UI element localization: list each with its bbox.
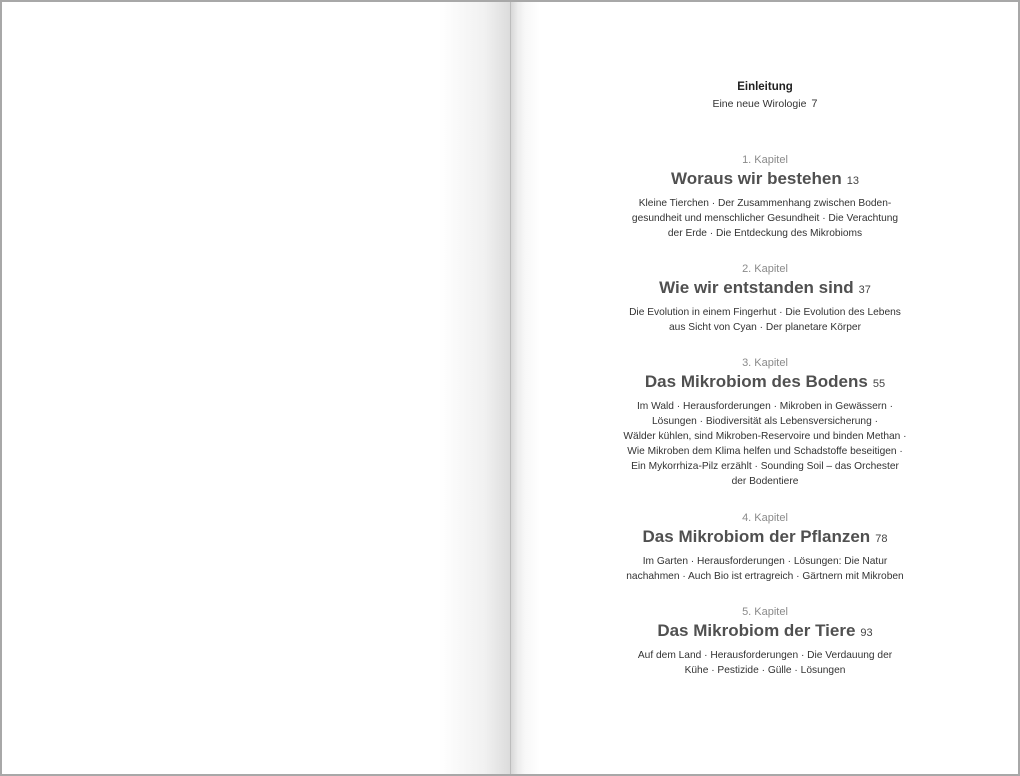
chapter-5: [598, 605, 932, 678]
description-line: Wie Mikroben dem Klima helfen und Schadstoffe beseitigen ·: [627, 446, 903, 457]
chapter-description: [598, 648, 932, 678]
chapter-title-line: [598, 168, 932, 192]
chapter-title: Das Mikrobiom des Bodens: [644, 372, 868, 391]
chapter-title-line: [598, 371, 932, 395]
chapter-description: [598, 399, 932, 489]
introduction-entry-title: Eine neue Wirologie: [712, 98, 807, 110]
description-line: Die Evolution in einem Fingerhut · Die Evolution des Lebens: [629, 307, 901, 318]
description-line: Wälder kühlen, sind Mikroben-Reservoire und binden Methan ·: [623, 431, 907, 442]
chapter-title: Das Mikrobiom der Pflanzen: [642, 527, 871, 546]
description-line: nachahmen · Auch Bio ist ertragreich · Gärtnern mit Mikroben: [626, 571, 904, 582]
description-line: Auf dem Land · Herausforderungen · Die Verdauung der: [637, 650, 893, 661]
chapter-description: [598, 554, 932, 584]
right-page: [510, 2, 1018, 774]
introduction-heading: Einleitung: [737, 81, 793, 93]
chapter-label: 2. Kapitel: [742, 263, 788, 275]
chapter-label: 4. Kapitel: [742, 512, 788, 524]
chapter-page-number: 78: [875, 533, 888, 545]
chapter-title-line: [598, 620, 932, 644]
chapter-description: [598, 305, 932, 335]
chapter-label: 5. Kapitel: [742, 606, 788, 618]
description-line: der Erde · Die Entdeckung des Mikrobioms: [667, 228, 863, 239]
chapter-label: 3. Kapitel: [742, 357, 788, 369]
description-line: Lösungen · Biodiversität als Lebensversicherung ·: [652, 416, 878, 427]
introduction-page-number: 7: [811, 98, 818, 110]
chapter-title: Woraus wir bestehen: [671, 169, 842, 188]
chapter-3: [598, 356, 932, 489]
description-line: Im Wald · Herausforderungen · Mikroben in Gewässern ·: [636, 401, 894, 412]
description-line: Kleine Tierchen · Der Zusammenhang zwischen Boden-: [638, 198, 892, 209]
chapter-title: Das Mikrobiom der Tiere: [657, 621, 856, 640]
gutter-line: [510, 2, 511, 774]
description-line: Kühe · Pestizide · Gülle · Lösungen: [684, 665, 846, 676]
chapter-description: [598, 196, 932, 241]
chapter-2: [598, 262, 932, 335]
chapter-1: [598, 153, 932, 241]
description-line: Ein Mykorrhiza-Pilz erzählt · Sounding Soil – das Orchester: [631, 461, 899, 472]
chapter-4: [598, 511, 932, 584]
chapter-label: 1. Kapitel: [742, 154, 788, 166]
chapter-page-number: 55: [872, 378, 886, 390]
description-line: gesundheit und menschlicher Gesundheit · Die Verachtung: [631, 213, 899, 224]
introduction-entry: [608, 98, 922, 110]
chapter-title: Wie wir entstanden sind: [659, 278, 854, 297]
description-line: der Bodentiere: [731, 476, 799, 487]
chapter-title-line: [598, 526, 932, 550]
description-line: aus Sicht von Cyan · Der planetare Körper: [669, 322, 861, 333]
chapter-title-line: [598, 277, 932, 301]
left-page-blank: [2, 2, 510, 774]
chapter-page-number: 37: [858, 284, 871, 296]
description-line: Im Garten · Herausforderungen · Lösungen: Die Natur: [642, 556, 888, 567]
chapter-page-number: 13: [846, 175, 859, 187]
chapter-page-number: 93: [860, 627, 873, 639]
